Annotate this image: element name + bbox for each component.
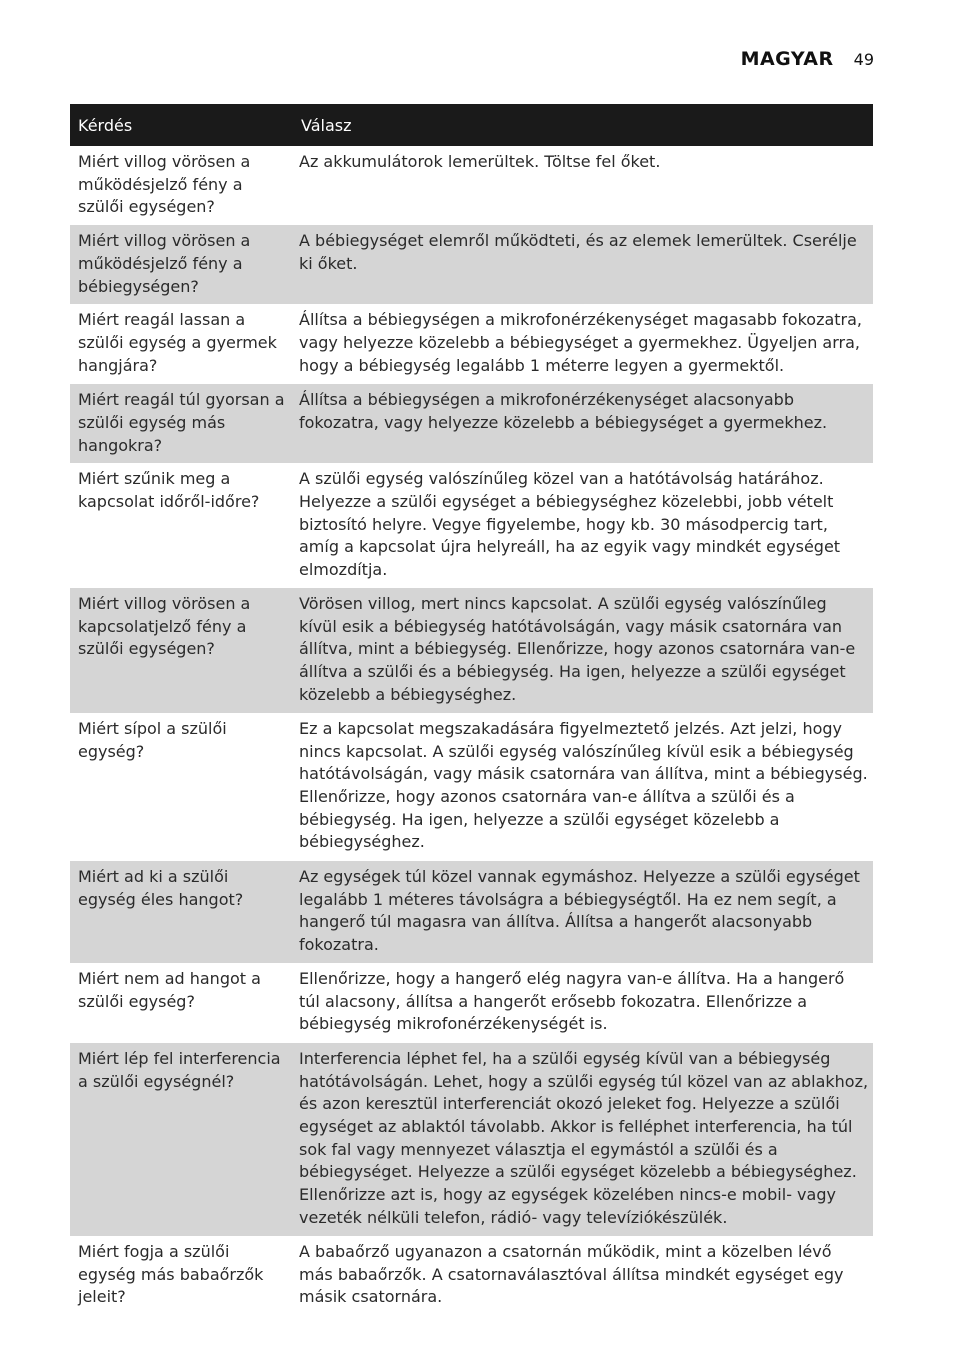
question-cell: Miért villog vörösen a működésjelző fény a bébiegységen? — [70, 225, 293, 304]
question-cell: Miért lép fel interferencia a szülői egységnél? — [70, 1043, 293, 1236]
table-row — [70, 384, 873, 463]
answer-cell: Állítsa a bébiegységen a mikrofonérzékenységet magasabb fokozatra, vagy helyezze közelebb a bébiegységet a gyermekhez. Ügyeljen arra, hogy a bébiegység legalább 1 méterre legyen a gyermektől. — [299, 310, 863, 375]
answer-cell: Interferencia léphet fel, ha a szülői egység kívül van a bébiegység hatótávolságán. Lehet, hogy a szülői egység túl közel van az ablakhoz, és azon keresztül interferenciát okozó jeleket fog. Helyezze a szülői egységet az ablaktól távolabb. Akkor is felléphet interferencia, ha túl sok fal vagy mennyezet választja el egymástól a szülői és a bébiegységet. Helyezze a szülői egységet közelebb a bébiegységhez. Ellenőrizze azt is, hogy az egységek közelében nincs-e mobil- vagy vezeték nélküli telefon, rádió- vagy televíziókészülék. — [293, 1043, 873, 1236]
answer-cell: Az egységek túl közel vannak egymáshoz. Helyezze a szülői egységet legalább 1 méteres távolságra a bébiegységtől. Ha ez nem segít, a hangerő túl magasra van állítva. Állítsa a hangerőt alacsonyabb fokozatra. — [293, 861, 873, 963]
answer-cell: Ellenőrizze, hogy a hangerő elég nagyra van-e állítva. Ha a hangerő túl alacsony, állítsa a hangerőt erősebb fokozatra. Ellenőrizze a bébiegység mikrofonérzékenységét is. — [299, 968, 845, 1034]
answer-cell: A szülői egység valószínűleg közel van a hatótávolság határához. Helyezze a szülői egységet a bébiegységhez közelebbi, jobb vételt biztosító helyre. Vegye figyelembe, hogy kb. 30 másodpercig tart, amíg a kapcsolat újra helyreáll, ha az egyik vagy mindkét egységet elmozdítja. — [299, 469, 841, 580]
table-row — [70, 304, 873, 384]
table-row — [70, 963, 873, 1043]
table-row — [70, 463, 873, 588]
question-cell: Miért fogja a szülői egység más babaőrzők jeleit? — [78, 1241, 264, 1307]
table-row — [70, 146, 873, 225]
table-row — [70, 1236, 873, 1315]
column-header-answer: Válasz — [293, 104, 873, 146]
page-header — [741, 48, 874, 70]
answer-cell: Vörösen villog, mert nincs kapcsolat. A szülői egység valószínűleg kívül esik a bébiegység hatótávolságán, vagy másik csatornára van állítva, mint a bébiegység. Ellenőrizze, hogy azonos csatornára van-e állítva a szülői és a bébiegység. Ha igen, helyezze a szülői egységet közelebb a bébiegységhez. — [293, 588, 873, 713]
question-cell: Miért nem ad hangot a szülői egység? — [78, 968, 261, 1011]
answer-cell: Az akkumulátorok lemerültek. Töltse fel őket. — [299, 152, 661, 171]
question-cell: Miért villog vörösen a kapcsolatjelző fény a szülői egységen? — [70, 588, 293, 713]
table-row — [70, 1043, 873, 1236]
language-label: MAGYAR — [740, 48, 834, 70]
question-cell: Miért reagál lassan a szülői egység a gyermek hangjára? — [78, 310, 277, 375]
table-row — [70, 713, 873, 861]
answer-cell: Ez a kapcsolat megszakadására figyelmeztető jelzés. Azt jelzi, hogy nincs kapcsolat. A szülői egység valószínűleg kívül esik a bébiegység hatótávolságán, vagy másik csatornára van állítva, mint a bébiegység. Ellenőrizze, hogy azonos csatornára van-e állítva a szülői és a bébiegység. Ha igen, helyezze a szülői egységet közelebb a bébiegységhez. — [299, 718, 868, 852]
troubleshooting-table — [70, 104, 873, 1315]
question-cell: Miért ad ki a szülői egység éles hangot? — [70, 861, 293, 963]
answer-cell: A babaőrző ugyanazon a csatornán működik, mint a közelben lévő más babaőrzők. A csatornaválasztóval állítsa mindkét egységet egy másik csatornára. — [299, 1241, 844, 1307]
answer-cell: Állítsa a bébiegységen a mikrofonérzékenységet alacsonyabb fokozatra, vagy helyezze közelebb a bébiegységet a gyermekhez. — [293, 384, 873, 463]
table-row — [70, 225, 873, 304]
page-number: 49 — [853, 50, 874, 69]
table-header-row — [70, 104, 873, 146]
column-header-question: Kérdés — [70, 104, 293, 146]
question-cell: Miért sípol a szülői egység? — [78, 718, 227, 761]
table-row — [70, 588, 873, 713]
question-cell: Miért villog vörösen a működésjelző fény a szülői egységen? — [78, 152, 251, 217]
question-cell: Miért reagál túl gyorsan a szülői egység más hangokra? — [70, 384, 293, 463]
question-cell: Miért szűnik meg a kapcsolat időről-időre? — [78, 469, 260, 512]
table-row — [70, 861, 873, 963]
answer-cell: A bébiegységet elemről működteti, és az elemek lemerültek. Cserélje ki őket. — [293, 225, 873, 304]
